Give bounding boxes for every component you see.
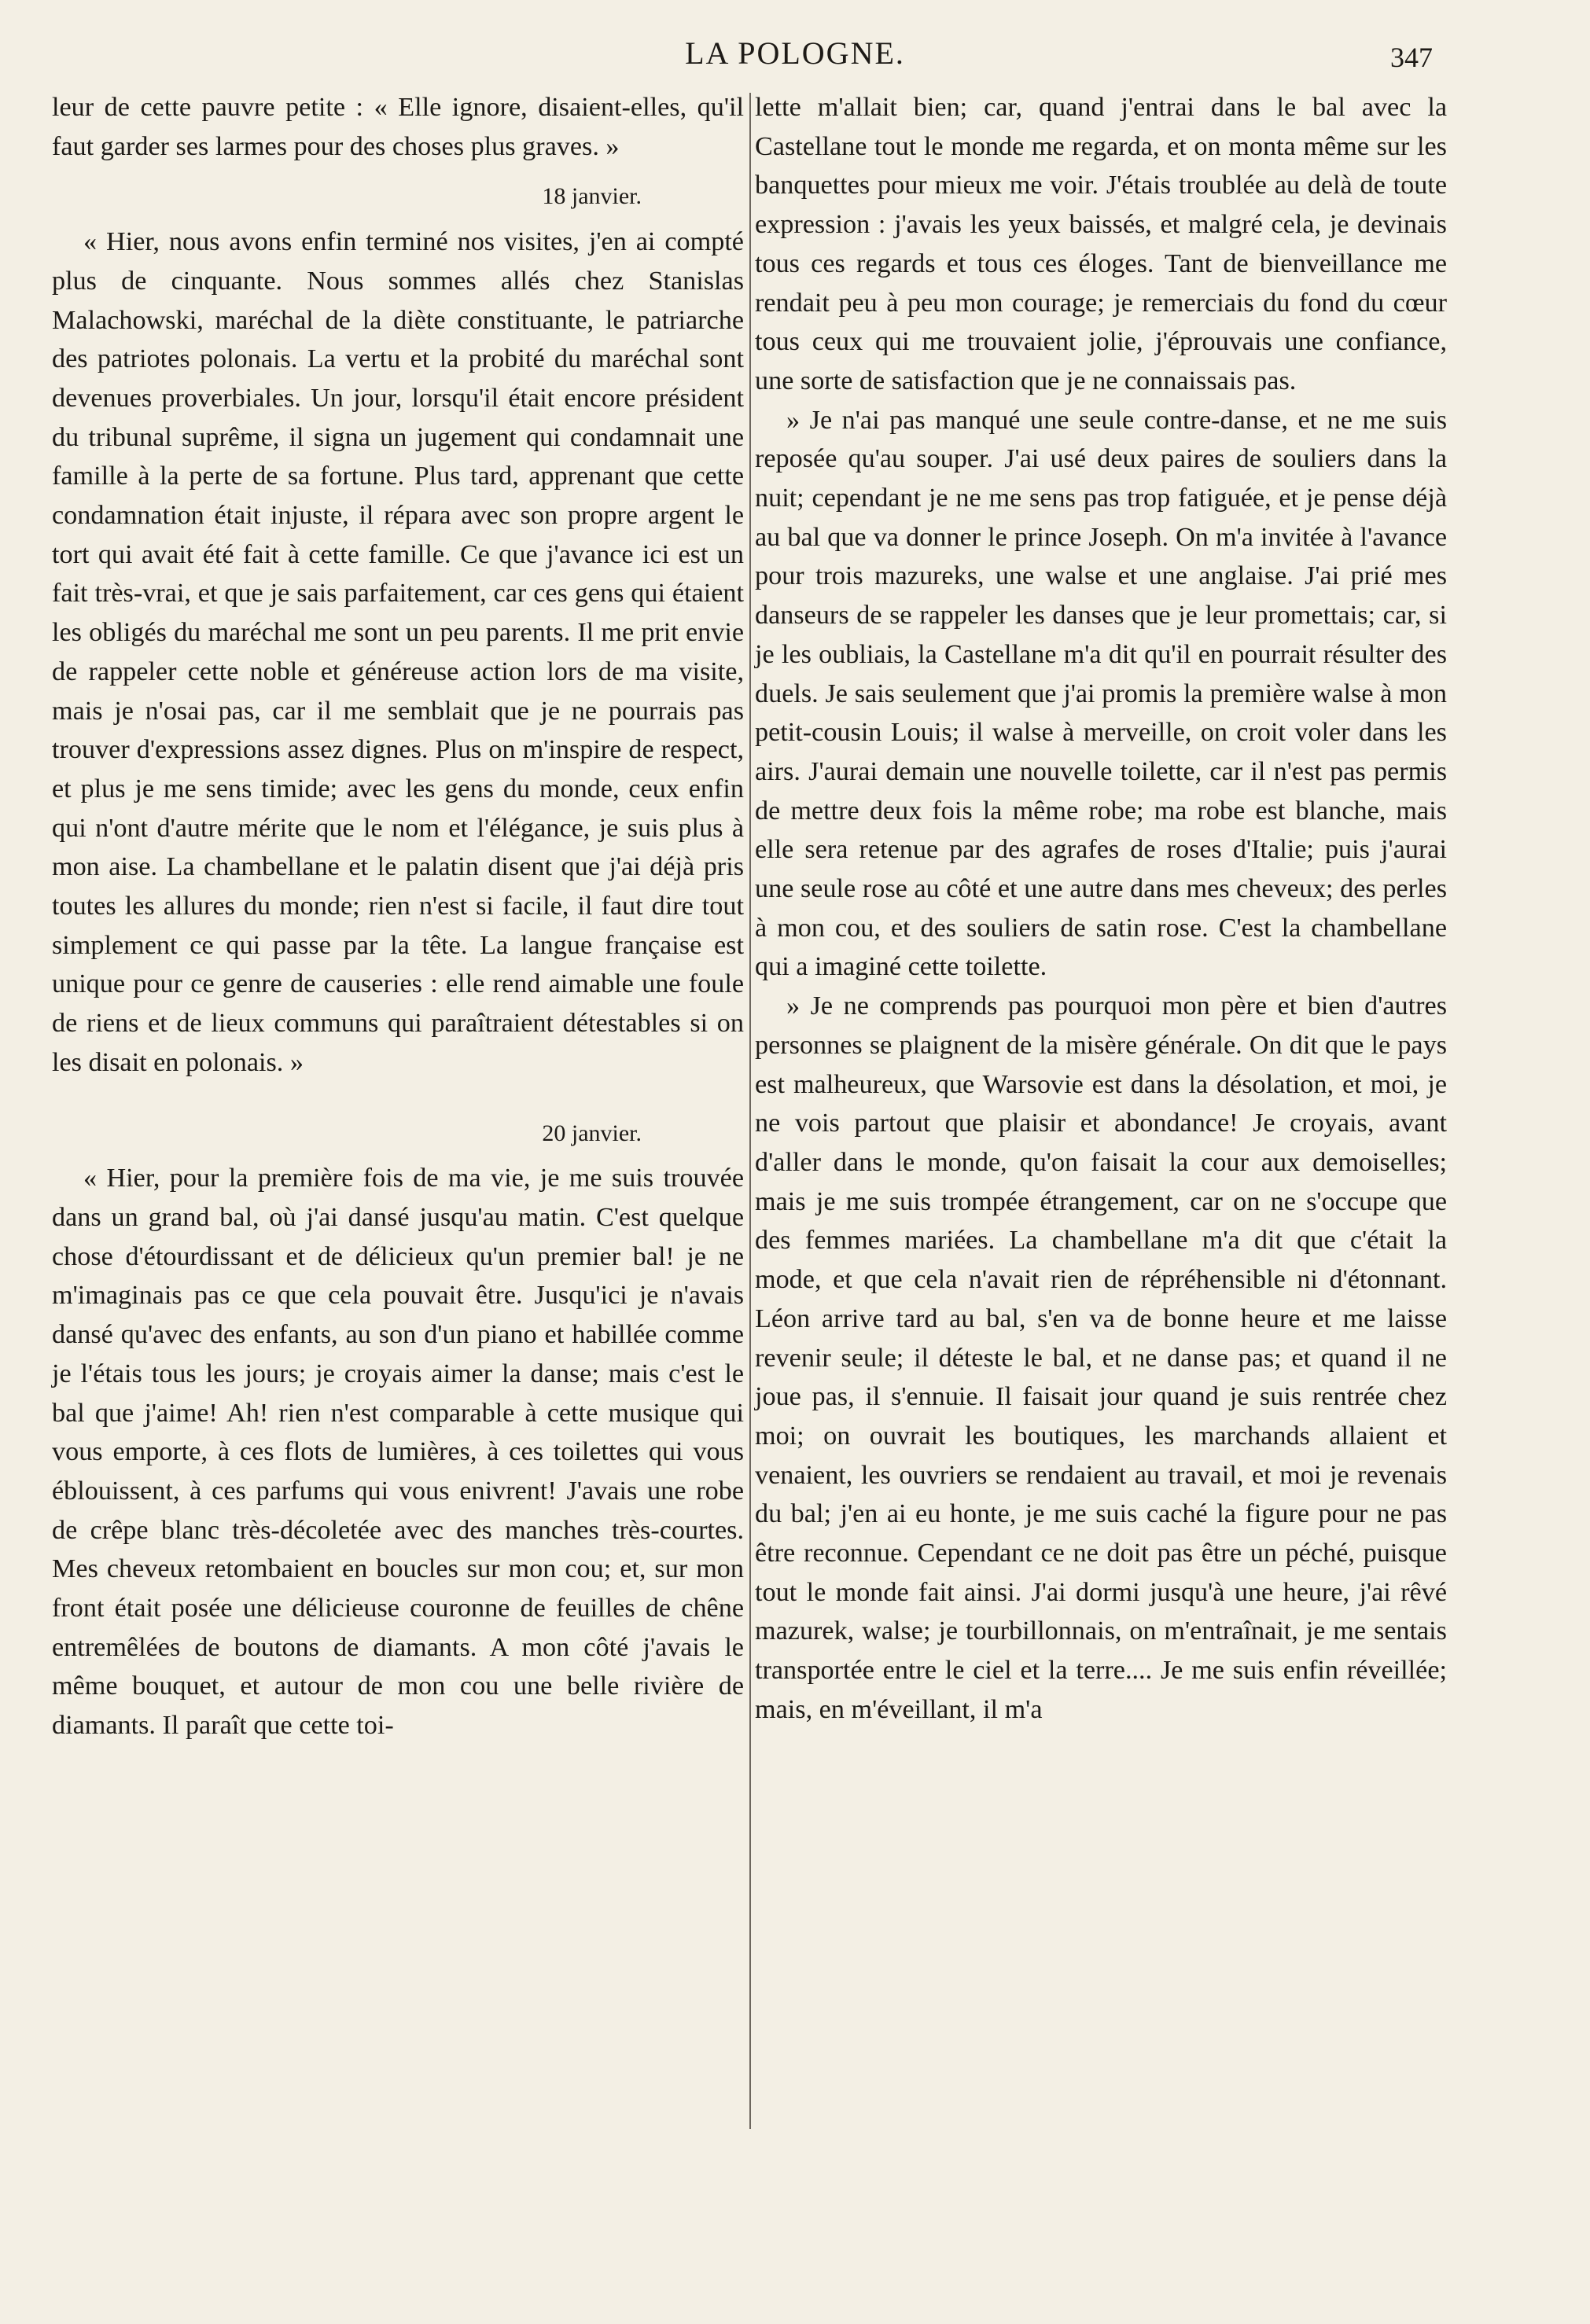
left-column xyxy=(52,88,744,1745)
entry-date: 20 janvier. xyxy=(542,1120,642,1146)
paragraph: « Hier, pour la première fois de ma vie, je me suis trouvée dans un grand bal, où j'ai dansé jusqu'au matin. C'est quelque chose d'étourdissant et de délicieux qu'un premier bal! je ne m'imaginais pas ce que cela pouvait être. Jusqu'ici je n'avais dansé qu'avec des enfants, au son d'un piano et habillée comme je l'étais tous les jours; je croyais aimer la danse; mais c'est le bal que j'aime! Ah! rien n'est comparable à cette musique qui vous emporte, à ces flots de lumières, à ces toilettes qui vous éblouissent, à ces parfums qui vous enivrent! J'avais une robe de crêpe blanc très-décoletée avec des manches très-courtes. Mes cheveux retombaient en boucles sur mon cou; et, sur mon front était posée une délicieuse couronne de feuilles de chêne entremêlées de boutons de diamants. A mon côté j'avais le même bouquet, et autour de mon cou une belle rivière de diamants. Il paraît que cette toi- xyxy=(52,1164,744,1741)
entry-date: 18 janvier. xyxy=(542,183,642,210)
running-head xyxy=(0,35,1590,82)
page-number: 347 xyxy=(1390,42,1433,73)
paragraph: « Hier, nous avons enfin terminé nos visites, j'en ai compté plus de cinquante. Nous sommes allés chez Stanislas Malachowski, maréchal de la diète constituante, le patriarche des patriotes polonais. La vertu et la probité du maréchal sont devenues proverbiales. Un jour, lorsqu'il était encore président du tribunal suprême, il signa un jugement qui condamnait une famille à la perte de sa fortune. Plus tard, apprenant que cette condamnation était injuste, il répara avec son propre argent le tort qui avait été fait à cette famille. Ce que j'avance ici est un fait très-vrai, et que je sais parfaitement, car ces gens qui étaient les obligés du maréchal me sont un peu parents. Il me prit envie de rappeler cette noble et généreuse action lors de ma visite, mais je n'osai pas, car il me semblait que je ne pourrais pas trouver d'expressions assez dignes. Plus on m'inspire de respect, et plus je me sens timide; avec les gens du monde, ceux enfin qui n'ont d'autre mérite que le nom et l'élégance, je suis plus à mon aise. La chambellane et le palatin disent que j'ai déjà pris toutes les allures du monde; rien n'est si facile, il faut dire tout simplement ce qui passe par la tête. La langue française est unique pour ce genre de causeries : elle rend aimable une foule de riens et de lieux communs qui paraîtraient détestables si on les disait en polonais. » xyxy=(52,227,744,1077)
paragraph: » Je ne comprends pas pourquoi mon père et bien d'autres personnes se plaignent de la misère générale. On dit que le pays est malheureux, que Warsovie est dans la désolation, et moi, je ne vois partout que plaisir et abondance! Je croyais, avant d'aller dans le monde, qu'on faisait la cour aux demoiselles; mais je me suis trompée étrangement, car on ne s'occupe que des femmes mariées. La chambellane m'a dit que c'était la mode, et que cela n'avait rien de répréhensible ni d'étonnant. Léon arrive tard au bal, s'en va de bonne heure et me laisse revenir seule; il déteste le bal, et ne danse pas; et quand il ne joue pas, il s'ennuie. Il faisait jour quand je suis rentrée chez moi; on ouvrait les boutiques, les marchands allaient et venaient, les ouvriers se rendaient au travail, et moi je revenais du bal; j'en ai eu honte, je me suis caché la figure pour ne pas être reconnue. Cependant ce ne doit pas être un péché, puisque tout le monde fait ainsi. J'ai dormi jusqu'à une heure, j'ai rêvé mazurek, walse; je tourbillonnais, on m'entraînait, je me sentais transportée entre le ciel et la terre.... Je me suis enfin réveillée; mais, en m'éveillant, il m'a xyxy=(755,991,1447,1724)
running-title: LA POLOGNE. xyxy=(685,35,905,71)
paragraph: » Je n'ai pas manqué une seule contre-danse, et ne me suis reposée qu'au souper. J'ai usé deux paires de souliers dans la nuit; cependant je ne me sens pas trop fatiguée, et je pense déjà au bal que va donner le prince Joseph. On m'a invitée à l'avance pour trois mazureks, une walse et une anglaise. J'ai prié mes danseurs de se rappeler les danses que je leur promettais; car, si je les oubliais, la Castellane m'a dit qu'il en pourrait résulter des duels. Je sais seulement que j'ai promis la première walse à mon petit-cousin Louis; il walse à merveille, on croit voler dans les airs. J'aurai demain une nouvelle toilette, car il n'est pas permis de mettre deux fois la même robe; ma robe est blanche, mais elle sera retenue par des agrafes de roses d'Italie; puis j'aurai une seule rose au côté et une autre dans mes cheveux; des perles à mon cou, et des souliers de satin rose. C'est la chambellane qui a imaginé cette toilette. xyxy=(755,405,1447,982)
right-column xyxy=(755,88,1447,1730)
column-divider xyxy=(749,93,751,2129)
paragraph-continuation: lette m'allait bien; car, quand j'entrai dans le bal avec la Castellane tout le monde me regarda, et on monta même sur les banquettes pour mieux me voir. J'étais troublée au delà de toute expression : j'avais les yeux baissés, et malgré cela, je devinais tous ces regards et tous ces éloges. Tant de bienveillance me rendait peu à peu mon courage; je remerciais du fond du cœur tous ceux qui me trouvaient jolie, j'éprouvais une confiance, une sorte de satisfaction que je ne connaissais pas. xyxy=(755,93,1447,395)
paragraph-continuation: leur de cette pauvre petite : « Elle ignore, disaient-elles, qu'il faut garder ses larmes pour des choses plus graves. » xyxy=(52,93,744,161)
